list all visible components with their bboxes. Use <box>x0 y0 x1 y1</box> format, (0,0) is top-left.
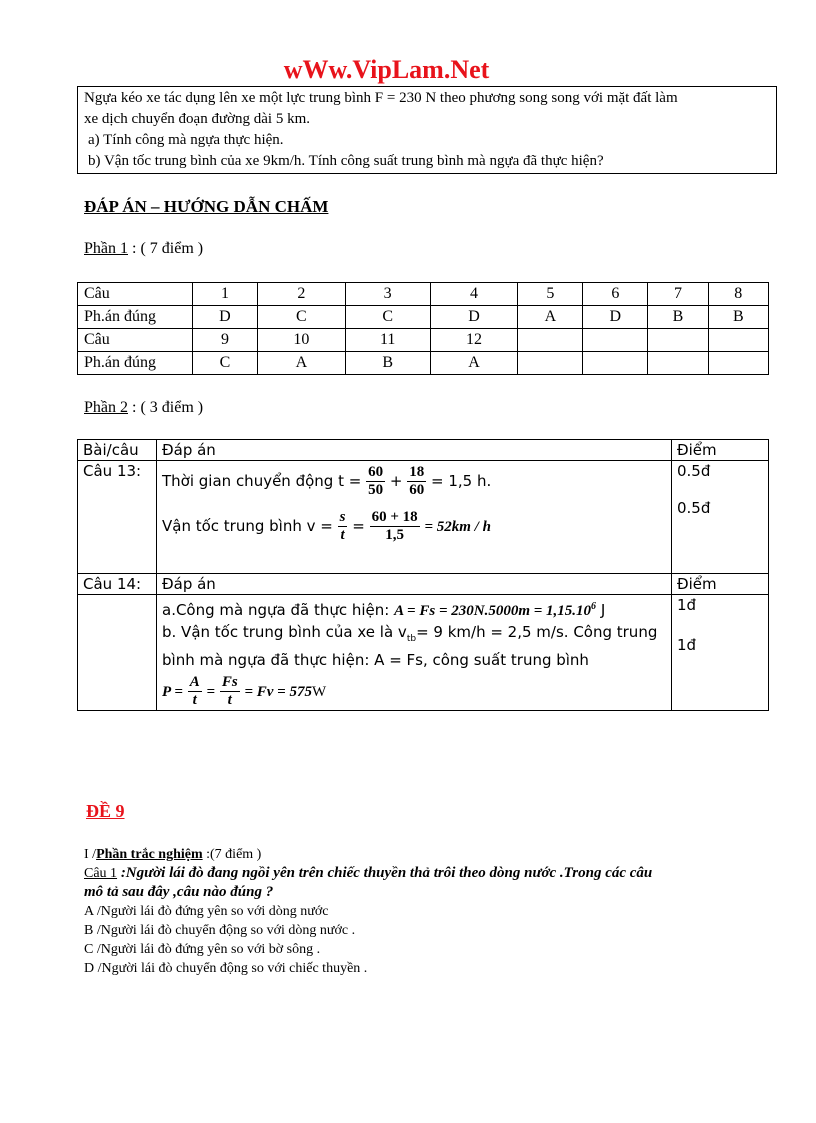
table-cell: 2 <box>257 283 345 306</box>
table-cell: D <box>193 306 258 329</box>
power-formula <box>162 674 666 709</box>
work-line <box>162 596 666 622</box>
numerator: 18 <box>409 464 425 480</box>
table-row <box>78 595 769 711</box>
fraction <box>188 674 202 709</box>
answer-cell <box>157 595 672 711</box>
plus-sign: + <box>389 472 403 490</box>
table-cell: D <box>430 306 518 329</box>
table-cell <box>648 352 708 375</box>
header-cell: Điểm <box>672 574 769 595</box>
site-watermark: wWw.VipLam.Net <box>283 55 490 84</box>
row-label: Câu <box>78 283 193 306</box>
velocity-result: = 52km / h <box>424 519 491 535</box>
problem-part-a: a) Tính công mà ngựa thực hiện. <box>88 132 284 148</box>
time-text: Thời gian chuyển động t = <box>162 472 362 490</box>
part2-heading <box>84 399 203 417</box>
equals-sign: = <box>352 517 365 535</box>
numerator: A <box>189 674 200 690</box>
points-value: 1đ <box>677 636 697 654</box>
table-cell <box>708 352 768 375</box>
header-cell: Đáp án <box>157 440 672 461</box>
denominator: t <box>192 692 197 708</box>
fraction <box>370 509 420 544</box>
velocity-text-post: = 9 km/h = 2,5 m/s. Công trung <box>416 623 658 641</box>
table-cell: D <box>583 306 648 329</box>
table-cell: 10 <box>257 329 345 352</box>
formula-result: = Fv = 575 <box>244 684 312 700</box>
question-text-cont: mô tả sau đây ,câu nào đúng ? <box>84 884 274 900</box>
header-cell: Đáp án <box>157 574 672 595</box>
row-label: Ph.án đúng <box>78 306 193 329</box>
table-cell <box>583 329 648 352</box>
table-cell: 1 <box>193 283 258 306</box>
header-cell: Bài/câu <box>78 440 157 461</box>
option-b: B /Người lái đò chuyển động so với dòng nước . <box>84 923 356 938</box>
points-value: 0.5đ <box>677 499 711 517</box>
problem-part-b: b) Vận tốc trung bình của xe 9km/h. Tính công suất trung bình mà ngựa đã thực hiện? <box>88 153 604 169</box>
row-label: Câu <box>78 329 193 352</box>
velocity-text: b. Vận tốc trung bình của xe là v <box>162 623 407 641</box>
table-cell <box>518 352 583 375</box>
velocity-line <box>162 622 666 650</box>
answer-table-1 <box>77 282 769 375</box>
question-1 <box>84 864 652 883</box>
part1-rest: : ( 7 điểm ) <box>128 240 204 257</box>
option-c: C /Người lái đò đứng yên so với bờ sông . <box>84 942 321 957</box>
equals-sign: = <box>206 684 216 700</box>
question-cell <box>78 595 157 711</box>
table-cell: C <box>345 306 430 329</box>
question-label: Câu 1 <box>84 866 118 881</box>
table-row <box>78 461 769 574</box>
table-cell: 6 <box>583 283 648 306</box>
table-cell: 12 <box>430 329 518 352</box>
denominator: 1,5 <box>385 527 405 543</box>
table-cell: 11 <box>345 329 430 352</box>
work-formula: A = Fs = 230N.5000m = 1,15.10 <box>394 603 592 619</box>
table-cell: C <box>193 352 258 375</box>
header-cell: Điểm <box>672 440 769 461</box>
denominator: 60 <box>409 482 425 498</box>
velocity-text: Vận tốc trung bình v = <box>162 517 333 535</box>
formula-text: P = <box>162 684 183 700</box>
power-text: bình mà ngựa đã thực hiện: A = Fs, công suất trung bình <box>162 651 589 669</box>
time-result: = 1,5 h. <box>431 472 492 490</box>
part1-label: Phần 1 <box>84 240 128 257</box>
formula-unit: W <box>311 684 327 700</box>
exam-title: ĐỀ 9 <box>86 801 125 821</box>
table-cell: A <box>518 306 583 329</box>
section-1 <box>84 845 652 978</box>
numerator: 60 <box>368 464 384 480</box>
work-text: a.Công mà ngựa đã thực hiện: <box>162 601 390 619</box>
table-cell: 3 <box>345 283 430 306</box>
section-title <box>84 845 652 864</box>
table-cell: 8 <box>708 283 768 306</box>
row-label: Ph.án đúng <box>78 352 193 375</box>
part2-rest: : ( 3 điểm ) <box>128 399 204 416</box>
table-row <box>78 574 769 595</box>
part2-label: Phần 2 <box>84 399 128 416</box>
table-row <box>78 283 769 306</box>
fraction <box>407 464 426 499</box>
table-header-row <box>78 440 769 461</box>
table-cell <box>518 329 583 352</box>
table-cell <box>583 352 648 375</box>
table-cell: B <box>708 306 768 329</box>
denominator: 50 <box>368 482 384 498</box>
answer-heading: ĐÁP ÁN – HƯỚNG DẪN CHẤM <box>84 197 329 216</box>
points-value: 0.5đ <box>677 462 711 480</box>
table-cell: B <box>648 306 708 329</box>
answer-cell <box>157 461 672 574</box>
denominator: t <box>227 692 232 708</box>
option-d: D /Người lái đò chuyển động so với chiếc thuyền . <box>84 961 368 976</box>
fraction <box>366 464 385 499</box>
table-cell: A <box>430 352 518 375</box>
table-row <box>78 329 769 352</box>
question-cell: Câu 14: <box>78 574 157 595</box>
numerator: s <box>339 509 346 525</box>
denominator: t <box>340 527 345 543</box>
table-cell: 5 <box>518 283 583 306</box>
table-cell: 7 <box>648 283 708 306</box>
problem-text-2: xe dịch chuyển đoạn đường dài 5 km. <box>84 111 311 127</box>
title-suffix: :(7 điểm ) <box>202 847 262 862</box>
table-row <box>78 306 769 329</box>
title-underlined: Phần trắc nghiệm <box>96 847 203 862</box>
title-prefix: I / <box>84 847 97 862</box>
part1-heading <box>84 240 203 258</box>
table-cell <box>648 329 708 352</box>
points-cell <box>672 461 769 574</box>
points-cell <box>672 595 769 711</box>
question-text: :Người lái đò đang ngồi yên trên chiếc thuyền thả trôi theo dòng nước .Trong các câu <box>117 865 653 881</box>
work-unit: J <box>596 601 606 619</box>
subscript: tb <box>406 634 417 644</box>
option-a: A /Người lái đò đứng yên so với dòng nước <box>84 904 329 919</box>
problem-box <box>77 86 777 174</box>
table-cell <box>708 329 768 352</box>
numerator: Fs <box>221 674 238 690</box>
velocity-line <box>162 509 666 544</box>
exponent: 6 <box>591 601 597 612</box>
table-cell: 4 <box>430 283 518 306</box>
table-cell: B <box>345 352 430 375</box>
time-line <box>162 464 666 499</box>
points-value: 1đ <box>677 596 697 614</box>
fraction <box>220 674 240 709</box>
table-row <box>78 352 769 375</box>
table-cell: A <box>257 352 345 375</box>
table-cell: 9 <box>193 329 258 352</box>
numerator: 60 + 18 <box>371 509 418 525</box>
question-cell: Câu 13: <box>78 461 157 574</box>
table-cell: C <box>257 306 345 329</box>
fraction <box>338 509 348 544</box>
problem-text-1: Ngựa kéo xe tác dụng lên xe một lực trung bình F = 230 N theo phương song song với mặt đất làm <box>84 90 678 106</box>
answer-table-2 <box>77 439 769 711</box>
